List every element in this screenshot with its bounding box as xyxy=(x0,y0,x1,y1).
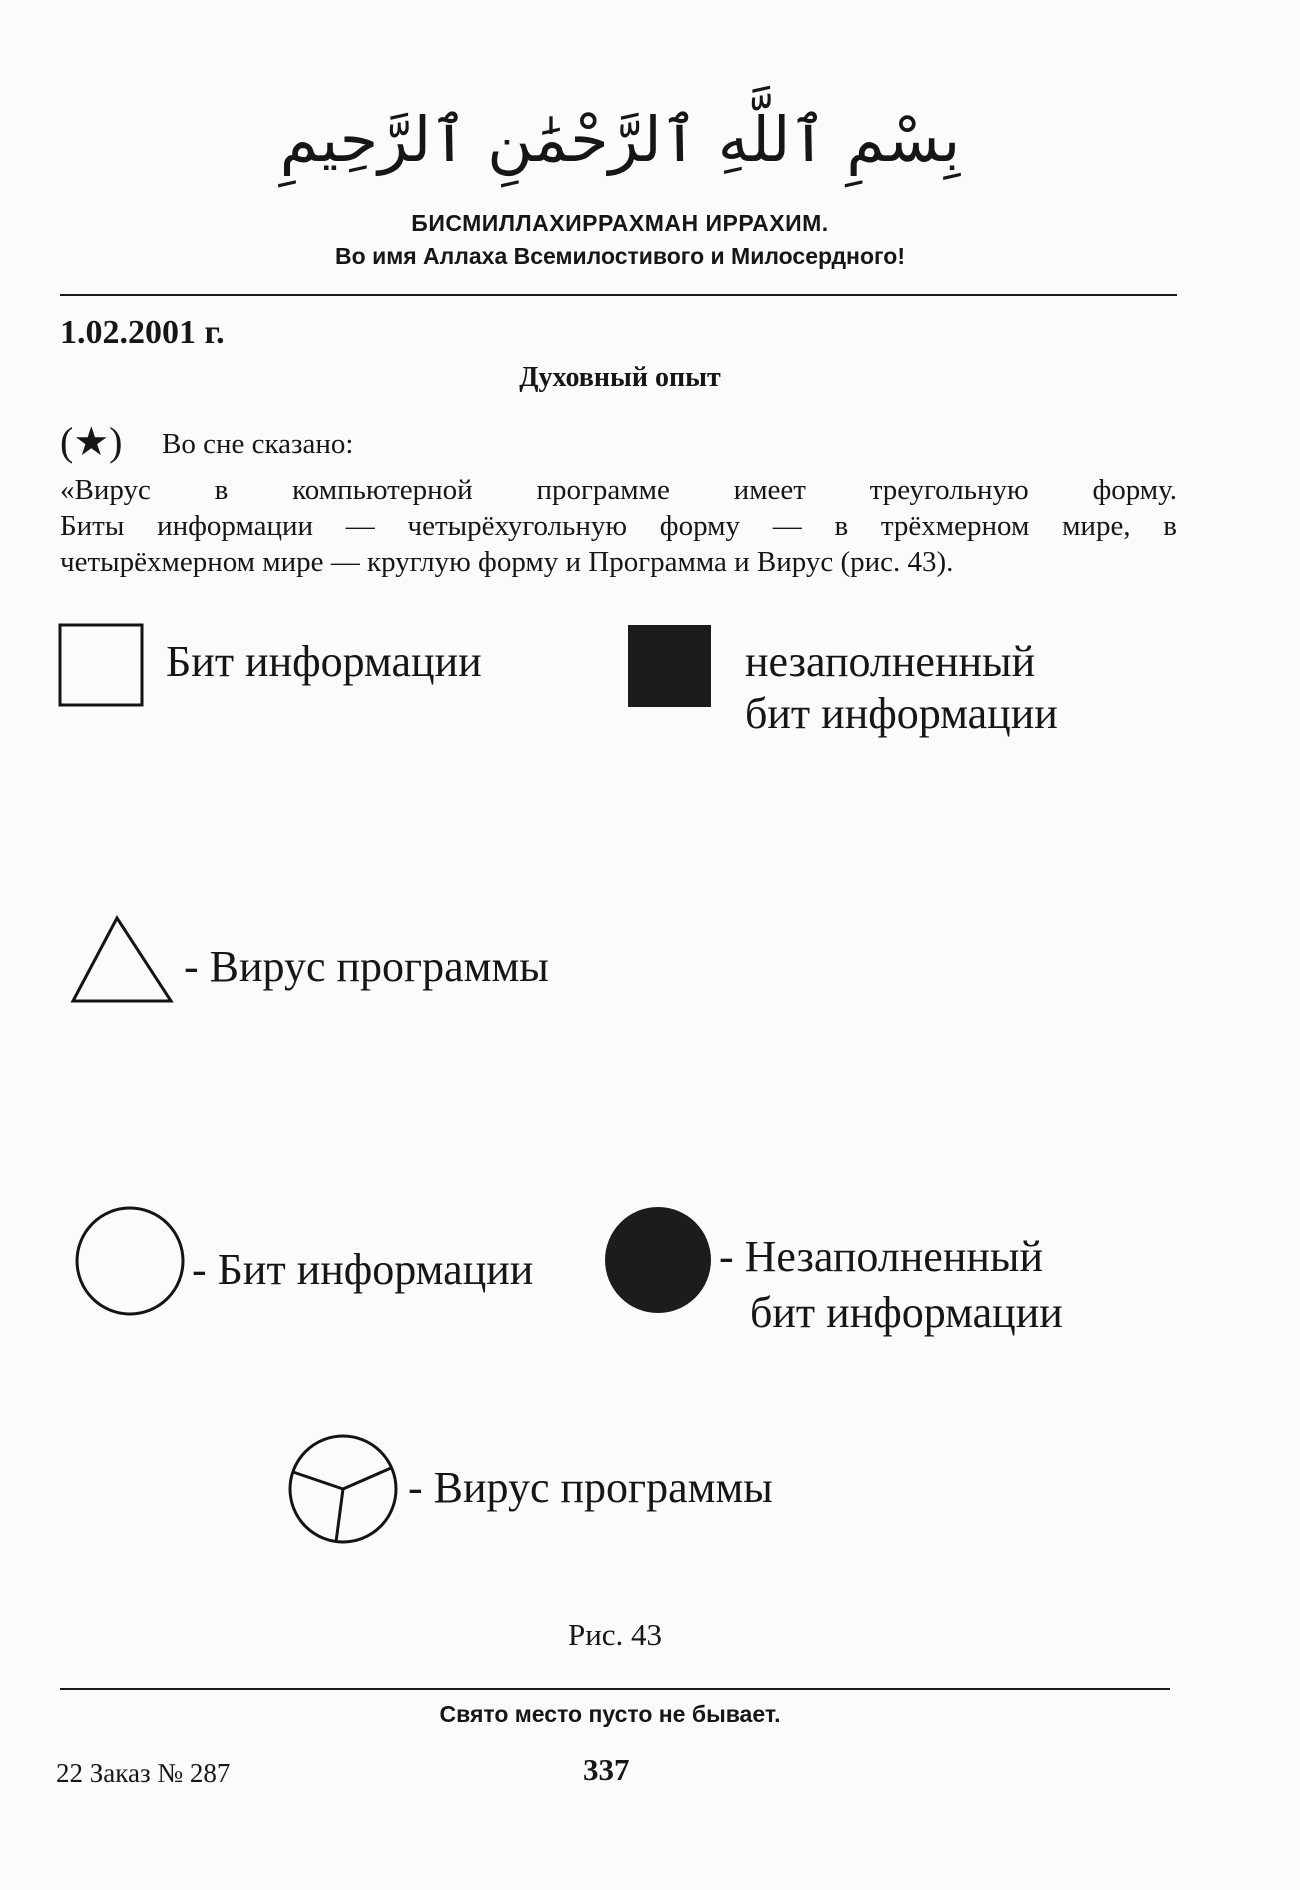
quote-line: «Вирус в компьютерной программе имеет треугольную форму. xyxy=(60,474,1177,506)
print-order-number: 22 Заказ № 287 xyxy=(56,1758,231,1788)
footer-proverb: Свято место пусто не бывает. xyxy=(439,1701,781,1727)
square-filled-icon xyxy=(628,625,711,707)
quote-line: четырёхмерном мире — круглую форму и Программа и Вирус (рис. 43). xyxy=(60,546,954,578)
page-number: 337 xyxy=(583,1752,630,1787)
figure-caption: Рис. 43 xyxy=(567,1617,663,1652)
entry-date: 1.02.2001 г. xyxy=(60,314,225,351)
circle-empty-label: - Бит информации xyxy=(192,1245,534,1294)
bismillah-calligraphy: بِسْمِ ٱللَّهِ ٱلرَّحْمَٰنِ ٱلرَّحِيمِ xyxy=(279,103,961,176)
star-marker: (★) xyxy=(60,419,123,464)
bismillah-translation: Во имя Аллаха Всемилостивого и Милосердного! xyxy=(335,243,905,269)
circle-empty-icon xyxy=(77,1208,183,1314)
virus-circle-label: - Вирус программы xyxy=(408,1463,773,1512)
quote-line: Биты информации — четырёхугольную форму — в трёхмерном мире, в xyxy=(60,510,1177,542)
square-filled-label: незаполненный xyxy=(745,637,1036,686)
circle-filled-label: - Незаполненный xyxy=(719,1232,1044,1281)
section-title: Духовный опыт xyxy=(519,362,721,393)
footer-divider xyxy=(60,1688,1170,1690)
square-filled-label-line2: бит информации xyxy=(745,689,1058,738)
circle-filled-label-line2: бит информации xyxy=(750,1288,1063,1337)
square-empty-label: Бит информации xyxy=(166,637,482,686)
bismillah-transliteration: БИСМИЛЛАХИРРАХМАН ИРРАХИМ. xyxy=(411,210,829,236)
circle-filled-icon xyxy=(605,1207,711,1313)
triangle-icon xyxy=(73,918,171,1001)
triangle-label: - Вирус программы xyxy=(184,942,549,991)
intro-line: Во сне сказано: xyxy=(162,428,354,460)
virus-circle-icon xyxy=(290,1436,396,1542)
square-empty-icon xyxy=(60,625,142,705)
